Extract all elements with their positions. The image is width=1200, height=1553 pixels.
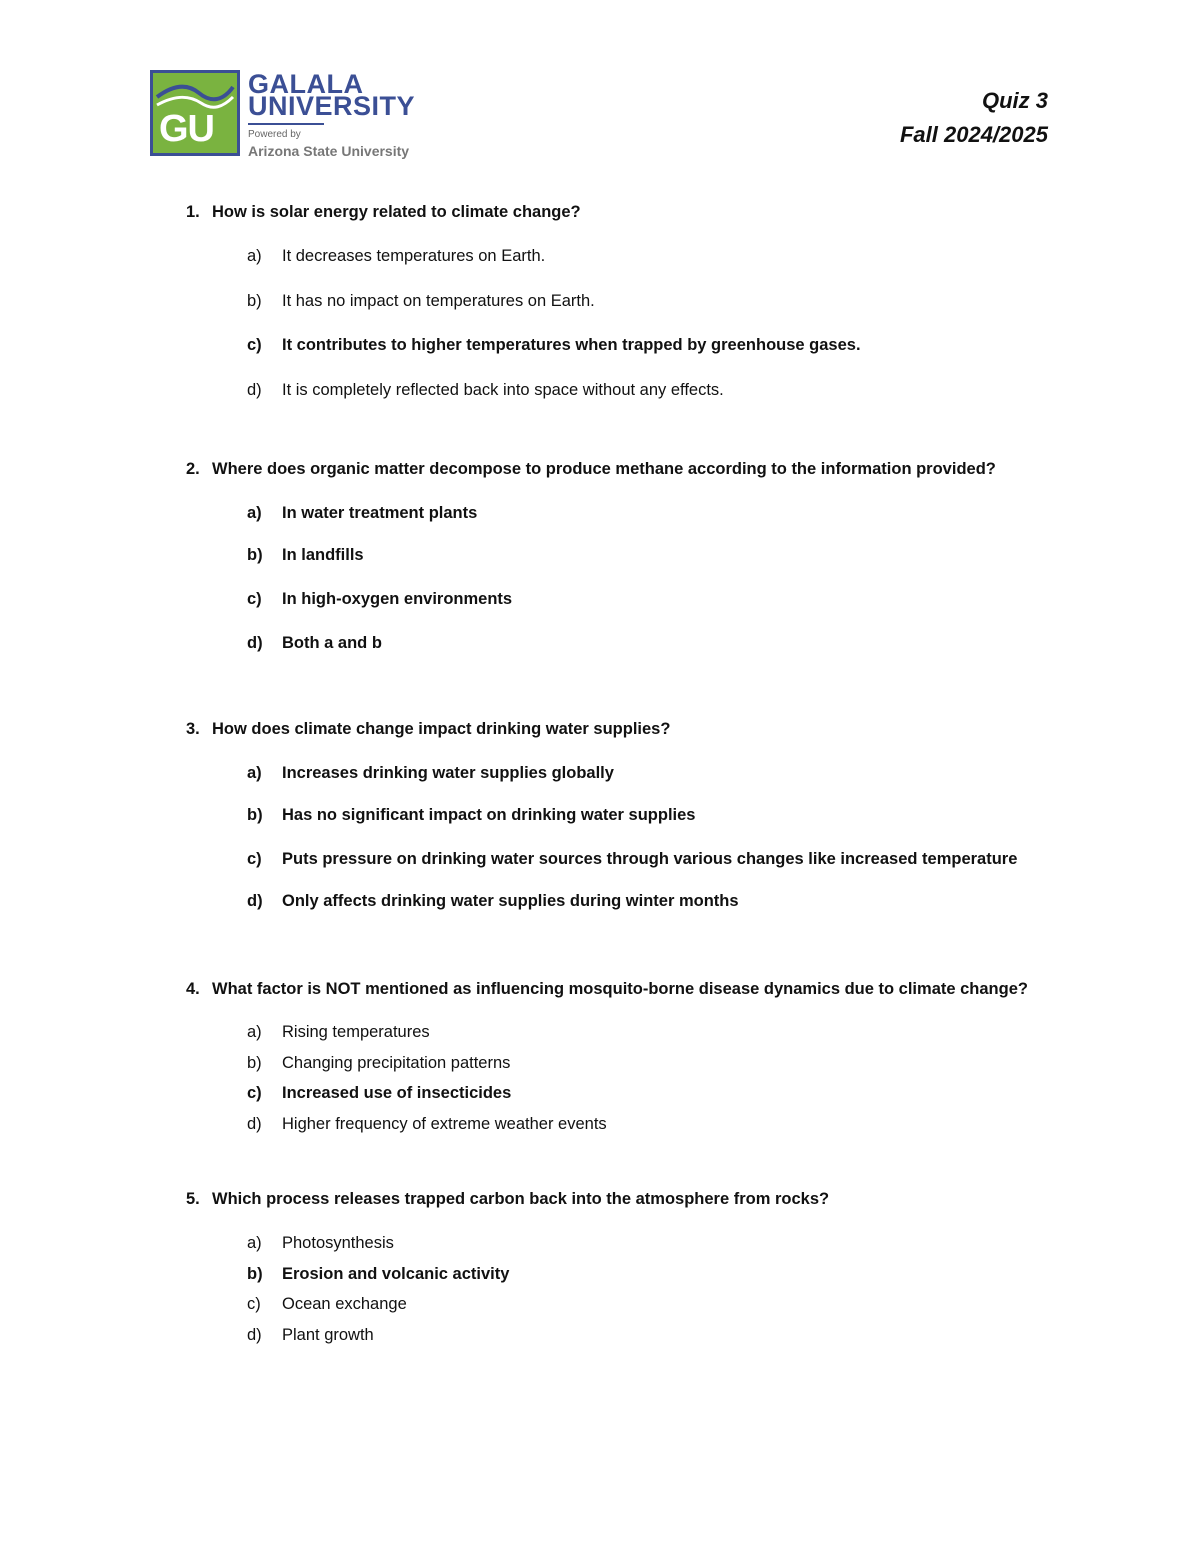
option-5c <box>247 1295 407 1314</box>
option-letter: b) <box>247 292 262 310</box>
option-4c <box>247 1084 511 1103</box>
question-number: 4. <box>186 980 200 998</box>
option-3d <box>247 892 739 911</box>
question-5 <box>186 1190 829 1209</box>
option-letter: a) <box>247 1234 262 1252</box>
option-text: Plant growth <box>282 1326 374 1344</box>
option-text: Higher frequency of extreme weather events <box>282 1115 607 1133</box>
option-letter: a) <box>247 247 262 265</box>
option-text: Erosion and volcanic activity <box>282 1265 510 1283</box>
question-4 <box>186 980 1028 999</box>
option-1b <box>247 292 595 311</box>
logo-mark <box>150 70 240 156</box>
university-logo <box>150 70 440 162</box>
option-text: Ocean exchange <box>282 1295 407 1313</box>
option-letter: a) <box>247 1023 262 1041</box>
question-1 <box>186 203 581 222</box>
logo-initials: GU <box>159 108 214 150</box>
option-2b <box>247 546 364 565</box>
option-text: Has no significant impact on drinking water supplies <box>282 806 696 824</box>
logo-divider <box>248 123 324 125</box>
option-letter: d) <box>247 634 263 652</box>
logo-name-line1: GALALA <box>248 69 364 99</box>
option-text: It decreases temperatures on Earth. <box>282 247 546 265</box>
logo-partner: Arizona State University <box>248 143 410 159</box>
option-text: It has no impact on temperatures on Earth. <box>282 292 595 310</box>
option-letter: c) <box>247 1295 261 1313</box>
option-4b <box>247 1054 510 1073</box>
question-number: 2. <box>186 460 200 478</box>
question-number: 5. <box>186 1190 200 1208</box>
option-text: Puts pressure on drinking water sources through various changes like increased temperature <box>282 850 1018 868</box>
question-text: Which process releases trapped carbon back into the atmosphere from rocks? <box>212 1190 830 1208</box>
option-3c <box>247 850 1017 869</box>
question-number: 3. <box>186 720 200 738</box>
question-3 <box>186 720 670 739</box>
option-text: Only affects drinking water supplies during winter months <box>282 892 739 910</box>
option-text: Rising temperatures <box>282 1023 430 1041</box>
option-4a <box>247 1023 430 1042</box>
option-2a <box>247 504 477 523</box>
option-text: It contributes to higher temperatures when trapped by greenhouse gases. <box>282 336 861 354</box>
option-letter: d) <box>247 892 263 910</box>
option-text: Changing precipitation patterns <box>282 1054 511 1072</box>
question-2 <box>186 460 996 479</box>
option-1d <box>247 381 724 400</box>
question-number: 1. <box>186 203 200 221</box>
option-letter: b) <box>247 1265 263 1283</box>
option-text: In high-oxygen environments <box>282 590 513 608</box>
option-5b <box>247 1265 509 1284</box>
quiz-term: Fall 2024/2025 <box>899 122 1048 147</box>
option-letter: c) <box>247 850 262 868</box>
option-letter: a) <box>247 504 262 522</box>
option-1a <box>247 247 545 266</box>
option-3b <box>247 806 695 825</box>
option-3a <box>247 764 614 783</box>
option-4d <box>247 1115 607 1134</box>
option-letter: c) <box>247 590 262 608</box>
question-text: How does climate change impact drinking water supplies? <box>212 720 671 738</box>
option-text: Photosynthesis <box>282 1234 394 1252</box>
question-text: How is solar energy related to climate change? <box>212 203 581 221</box>
option-letter: b) <box>247 546 263 564</box>
option-text: Increased use of insecticides <box>282 1084 512 1102</box>
option-text: In landfills <box>282 546 364 564</box>
logo-powered-by: Powered by <box>248 129 301 140</box>
logo-name-line2: UNIVERSITY <box>248 91 416 121</box>
option-text: Both a and b <box>282 634 382 652</box>
option-text: Increases drinking water supplies globally <box>282 764 614 782</box>
quiz-header <box>900 84 1048 152</box>
option-letter: d) <box>247 1115 262 1133</box>
option-letter: a) <box>247 764 262 782</box>
option-2c <box>247 590 512 609</box>
option-letter: c) <box>247 336 262 354</box>
question-text: What factor is NOT mentioned as influencing mosquito-borne disease dynamics due to climate change? <box>212 980 1028 998</box>
option-1c <box>247 336 861 355</box>
option-5d <box>247 1326 374 1345</box>
option-text: It is completely reflected back into space without any effects. <box>282 381 724 399</box>
option-letter: d) <box>247 1326 262 1344</box>
option-letter: c) <box>247 1084 262 1102</box>
option-5a <box>247 1234 394 1253</box>
option-letter: b) <box>247 806 263 824</box>
option-text: In water treatment plants <box>282 504 478 522</box>
option-letter: d) <box>247 381 262 399</box>
option-2d <box>247 634 382 653</box>
option-letter: b) <box>247 1054 262 1072</box>
question-text: Where does organic matter decompose to produce methane according to the information provided? <box>212 460 996 478</box>
quiz-title: Quiz 3 <box>981 88 1048 113</box>
